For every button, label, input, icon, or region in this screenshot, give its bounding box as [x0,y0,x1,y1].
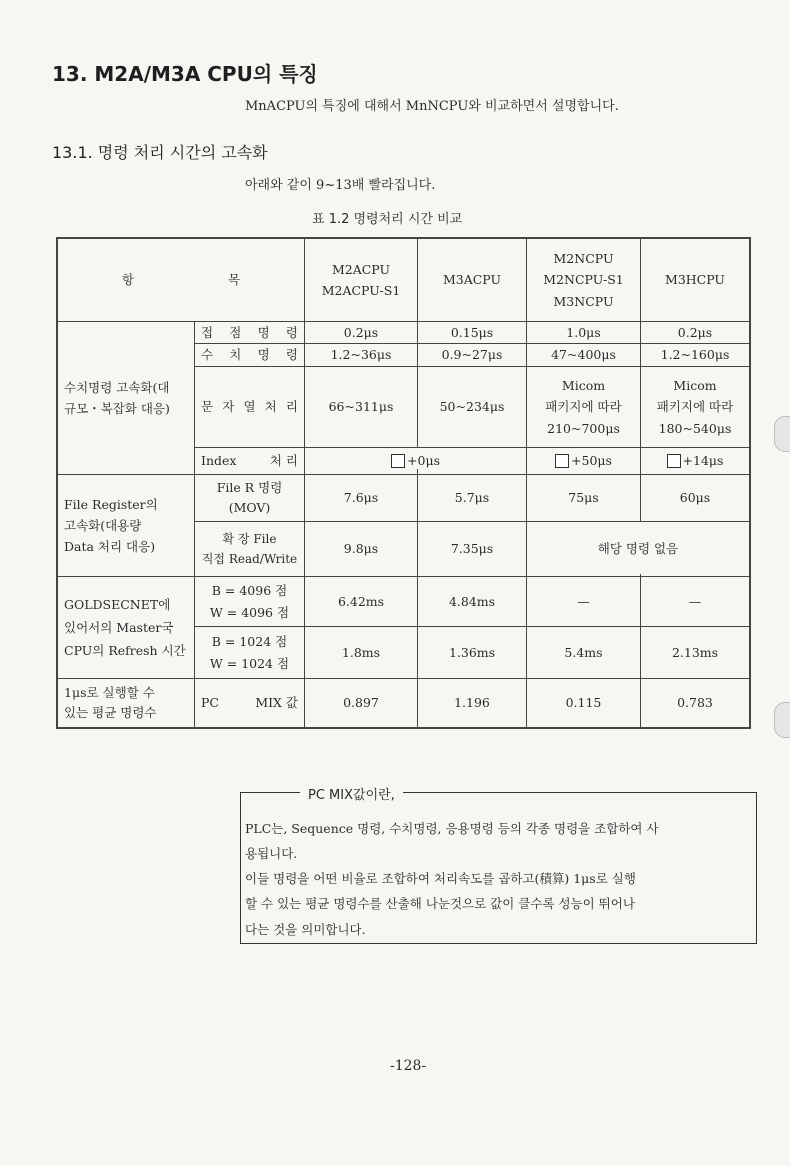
group-file-register: File Register의 고속화(대용량 Data 처리 대응) [64,496,158,555]
note-line: 용됩니다. [245,846,298,861]
table-cell: 2.13ms [671,644,719,660]
table-cell-merged: +0μs [305,448,526,474]
section-heading: 13.1. 명령 처리 시간의 고속화 [52,143,268,162]
table-cell: 1.2~160μs [660,347,730,363]
table-cell: 5.7μs [454,490,490,506]
group-goldsecnet: GOLDSECNET에 있어서의 Master국 CPU의 Refresh 시간 [64,596,186,659]
row-string-label: 문 자 열 처 리 [201,399,298,415]
header-m2acpu: M2ACPU M2ACPU-S1 [321,261,401,298]
table-caption: 표 1.2 명령처리 시간 비교 [312,212,463,227]
row-pc-mix-label: PC MIX 값 [201,695,298,711]
note-line: 다는 것을 의미합니다. [245,922,366,937]
note-title: PC MIX값이란, [300,784,403,803]
blank-box-icon [555,454,569,468]
table-cell: 6.42ms [337,593,385,609]
table-cell: — [577,593,590,609]
group-numeric-speedup: 수치명령 고속화(대 규모・복잡화 대응) [64,379,170,416]
note-line: 할 수 있는 평균 명령수를 산출해 나눈것으로 값이 클수록 성능이 뛰어나 [245,896,635,911]
table-cell: Micom 패키지에 따라 210~700μs [545,378,622,436]
table-cell: 0.15μs [450,324,494,340]
table-cell: 0.115 [565,695,602,711]
row-numeric-label: 수 치 명 령 [201,347,298,363]
chapter-heading: 13. M2A/M3A CPU의 특징 [52,62,318,86]
row-contact-label: 접 점 명 령 [201,324,298,340]
group-pc-mix: 1μs로 실행할 수 있는 평균 명령수 [64,685,157,720]
table-cell: 9.8μs [343,541,379,557]
header-m2ncpu: M2NCPU M2NCPU-S1 M3NCPU [543,251,624,309]
table-cell-merged: 해당 명령 없음 [597,541,679,557]
chapter-intro: MnACPU의 특징에 대해서 MnNCPU와 비교하면서 설명합니다. [245,99,619,114]
row-index-label: Index 처 리 [201,453,298,469]
blank-box-icon [667,454,681,468]
table-cell: Micom 패키지에 따라 180~540μs [656,378,734,436]
binder-hole-decoration [774,416,790,452]
row-file-r-label: File R 명령 (MOV) [216,480,283,515]
page-number: -128- [390,1058,427,1074]
table-cell: 1.0μs [566,324,601,340]
table-cell: 4.84ms [448,593,496,609]
note-line: 이들 명령을 어떤 비율로 조합하여 처리속도를 곱하고(積算) 1μs로 실행 [245,871,636,886]
section-text: 아래와 같이 9~13배 빨라집니다. [245,178,436,193]
header-item-1: 항 [121,272,134,288]
row-ext-file-label: 확 장 File 직접 Read/Write [201,531,298,566]
table-cell: +14μs [641,448,749,474]
table-cell: 0.897 [343,695,379,711]
table-cell: 1.8ms [341,644,381,660]
table-cell: 1.2~36μs [330,347,392,363]
note-line: PLC는, Sequence 명령, 수치명령, 응용명령 등의 각종 명령을 조합하여 사 [245,821,659,836]
table-cell: 0.2μs [677,324,713,340]
blank-box-icon [391,454,405,468]
table-cell: 1.196 [454,695,490,711]
table-cell: 5.4ms [564,644,603,660]
table-cell: 60μs [679,490,711,506]
table-cell: 0.9~27μs [441,347,503,363]
table-cell: 0.783 [677,695,713,711]
table-cell: — [688,593,702,609]
table-cell: 7.6μs [343,490,379,506]
table-cell: 75μs [568,490,599,506]
header-item-2: 목 [228,272,241,288]
table-cell: 66~311μs [328,399,394,415]
table-cell: 47~400μs [551,347,616,363]
table-cell: 7.35μs [450,541,494,557]
table-cell: +50μs [527,448,640,474]
table-cell: 1.36ms [448,644,496,660]
binder-hole-decoration [774,702,790,738]
row-b1024-label: B = 1024 점 W = 1024 점 [209,633,290,671]
header-m3hcpu: M3HCPU [665,272,725,288]
table-cell: 50~234μs [439,399,505,415]
row-b4096-label: B = 4096 점 W = 4096 점 [209,582,290,620]
header-m3acpu: M3ACPU [442,272,502,288]
table-cell: 0.2μs [343,324,379,340]
